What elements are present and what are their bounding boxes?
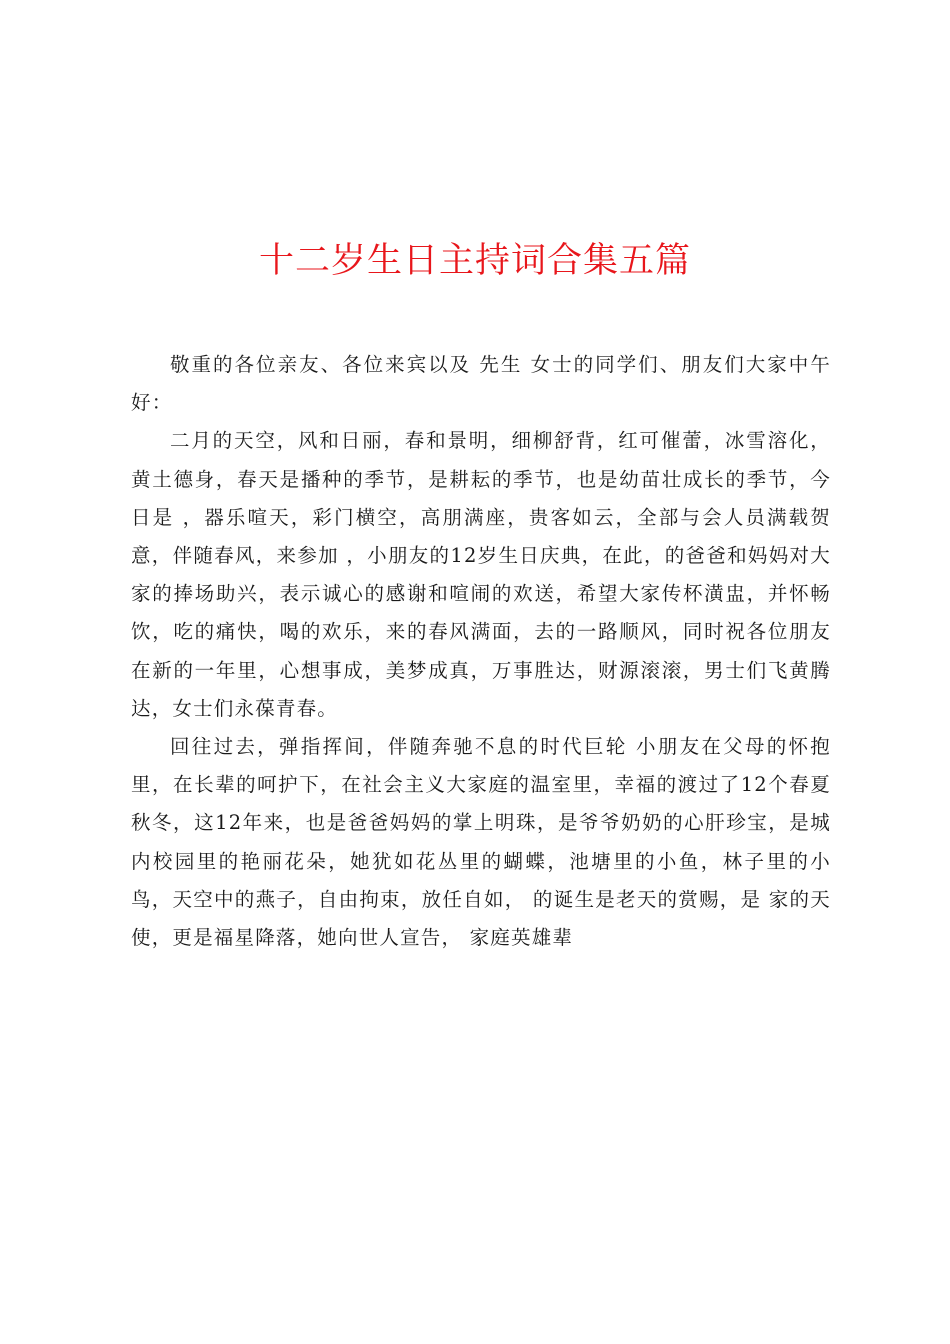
paragraph-spring: 二月的天空，风和日丽，春和景明，细柳舒背，红可催蕾，冰雪溶化，黄土德身，春天是播种的季节，是耕耘的季节，也是幼苗壮成长的季节，今日是 ，器乐喧天，彩门横空，高朋满座，贵客如云，全部与会人员满载贺意，伴随春风，来参加 ，小朋友的12岁生日庆典，在此，的爸爸和妈妈对大家的捧场助兴，表示诚心的感谢和喧闹的欢送，希望大家传杯潢盅，并怀畅饮，吃的痛快，喝的欢乐，来的春风满面，去的一路顺风，同时祝各位朋友在新的一年里，心想事成，美梦成真，万事胜达，财源滚滚，男士们飞黄腾达，女士们永葆青春。 [131, 429, 831, 720]
document-title: 十二岁生日主持词合集五篇 [258, 241, 691, 282]
document-body [131, 346, 831, 957]
paragraph-greeting: 敬重的各位亲友、各位来宾以及 先生 女士的同学们、朋友们大家中午好： [131, 353, 831, 415]
paragraph-past: 回往过去，弹指挥间，伴随奔驰不息的时代巨轮 小朋友在父母的怀抱里，在长辈的呵护下，在社会主义大家庭的温室里，幸福的渡过了12个春夏秋冬，这12年来，也是爸爸妈妈的掌上明珠，是爷爷奶奶的心肝珍宝，是城内校园里的艳丽花朵，她犹如花丛里的蝴蝶，池塘里的小鱼，林子里的小鸟，天空中的燕子，自由拘束，放任自如， 的诞生是老天的赏赐，是 家的天使，更是福星降落，她向世人宣告， 家庭英雄辈 [131, 735, 831, 950]
